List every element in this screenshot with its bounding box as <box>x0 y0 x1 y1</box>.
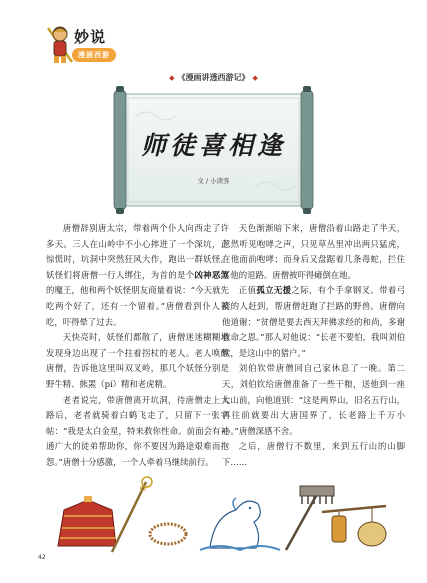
article-author: 文 / 小读客 <box>197 177 230 185</box>
series-label: ◆ 《漫画讲透西游记》 ◆ <box>169 73 258 82</box>
carrying-pole-luggage-icon <box>322 506 386 546</box>
paragraph: 正值孤立无援之际，有个手拿钢叉、带着弓箭的人赶到，帮唐僧赶跑了拦路的野兽。唐僧向他道谢：“贫僧是要去西天拜佛求经的和尚，多谢救命之恩。”那人对他说：“长老不要怕，我叫刘伯钦，是这山中的猎户。” <box>222 285 406 358</box>
diamond-icon: ◆ <box>252 73 258 82</box>
rosary-icon <box>150 524 186 544</box>
diamond-icon: ◆ <box>169 73 175 82</box>
logo-badge: 漫画西游 <box>72 48 116 62</box>
white-dragon-horse-icon <box>200 498 280 550</box>
article-title: 师徒喜相逢 <box>140 131 286 160</box>
highlighted-phrase: 凶神恶煞 <box>194 269 230 280</box>
paragraph: 天色渐渐暗下来，唐僧沿着山路走了半天，忽然听见咆哮之声，只见草丛里冲出两只猛虎，在他面前咆哮；而身后又盘踞着几条毒蛇，拦住了他的退路。唐僧被吓得瘫倒在地。 <box>222 223 405 280</box>
page-number: 42 <box>38 554 46 561</box>
highlighted-phrase: 孤立无援 <box>256 285 292 296</box>
red-robe-icon <box>58 496 116 546</box>
column-logo <box>44 22 124 68</box>
paragraph: 天快亮时，妖怪们都散了，唐僧迷迷糊糊地发现身边出现了一个拄着拐杖的老人。老人唤醒唐僧，告诉他这里叫双叉岭，那几个妖怪分别是野牛精、熊罴（pí）精和老虎精。 <box>46 332 229 389</box>
left-column <box>46 221 229 471</box>
paragraph: 之后，唐僧行不数里，来到五行山的山脚下…… <box>222 441 405 467</box>
paragraph: 刘伯钦带唐僧回自己家休息了一晚。第二天，刘伯钦给唐僧准备了一些干粮，送他到一座大山前，向他道别：“这是两界山，旧名五行山，再往前就要出大唐国界了，长老路上千万小心。”唐僧深感不舍。 <box>222 363 405 436</box>
right-column <box>222 221 405 471</box>
title-scroll <box>106 86 321 216</box>
monk-staff-icon <box>112 477 152 552</box>
monkey-king-mascot-icon <box>44 22 76 66</box>
journey-items-illustration <box>50 476 390 556</box>
logo-title: 妙说 <box>74 28 107 46</box>
paragraph: 老者说完，带唐僧离开坑洞，待唐僧走上大路后，老者就骑着白鹤飞走了，只留下一张字帖：“我是太白金星，特来救你性命。前面会有神通广大的徒弟帮助你，你不要因为路途艰难而抱怨。”唐僧十分感激，一个人牵着马继续前行。 <box>46 394 229 467</box>
paragraph: 唐僧辞别唐太宗，带着两个仆人向西走了许多天。三人在山岭中不小心摔进了一个深坑，正惊慌时，坑洞中突然狂风大作，跑出一群妖怪。妖怪们将唐僧一行人绑住，为首的是个凶神恶煞的魔王，他和两个妖怪朋友商量着说：“今天就先吃两个好了，还有一个留着。”唐僧看到仆人被吃，吓得晕了过去。 <box>46 223 230 327</box>
nine-tooth-rake-icon <box>286 486 334 550</box>
